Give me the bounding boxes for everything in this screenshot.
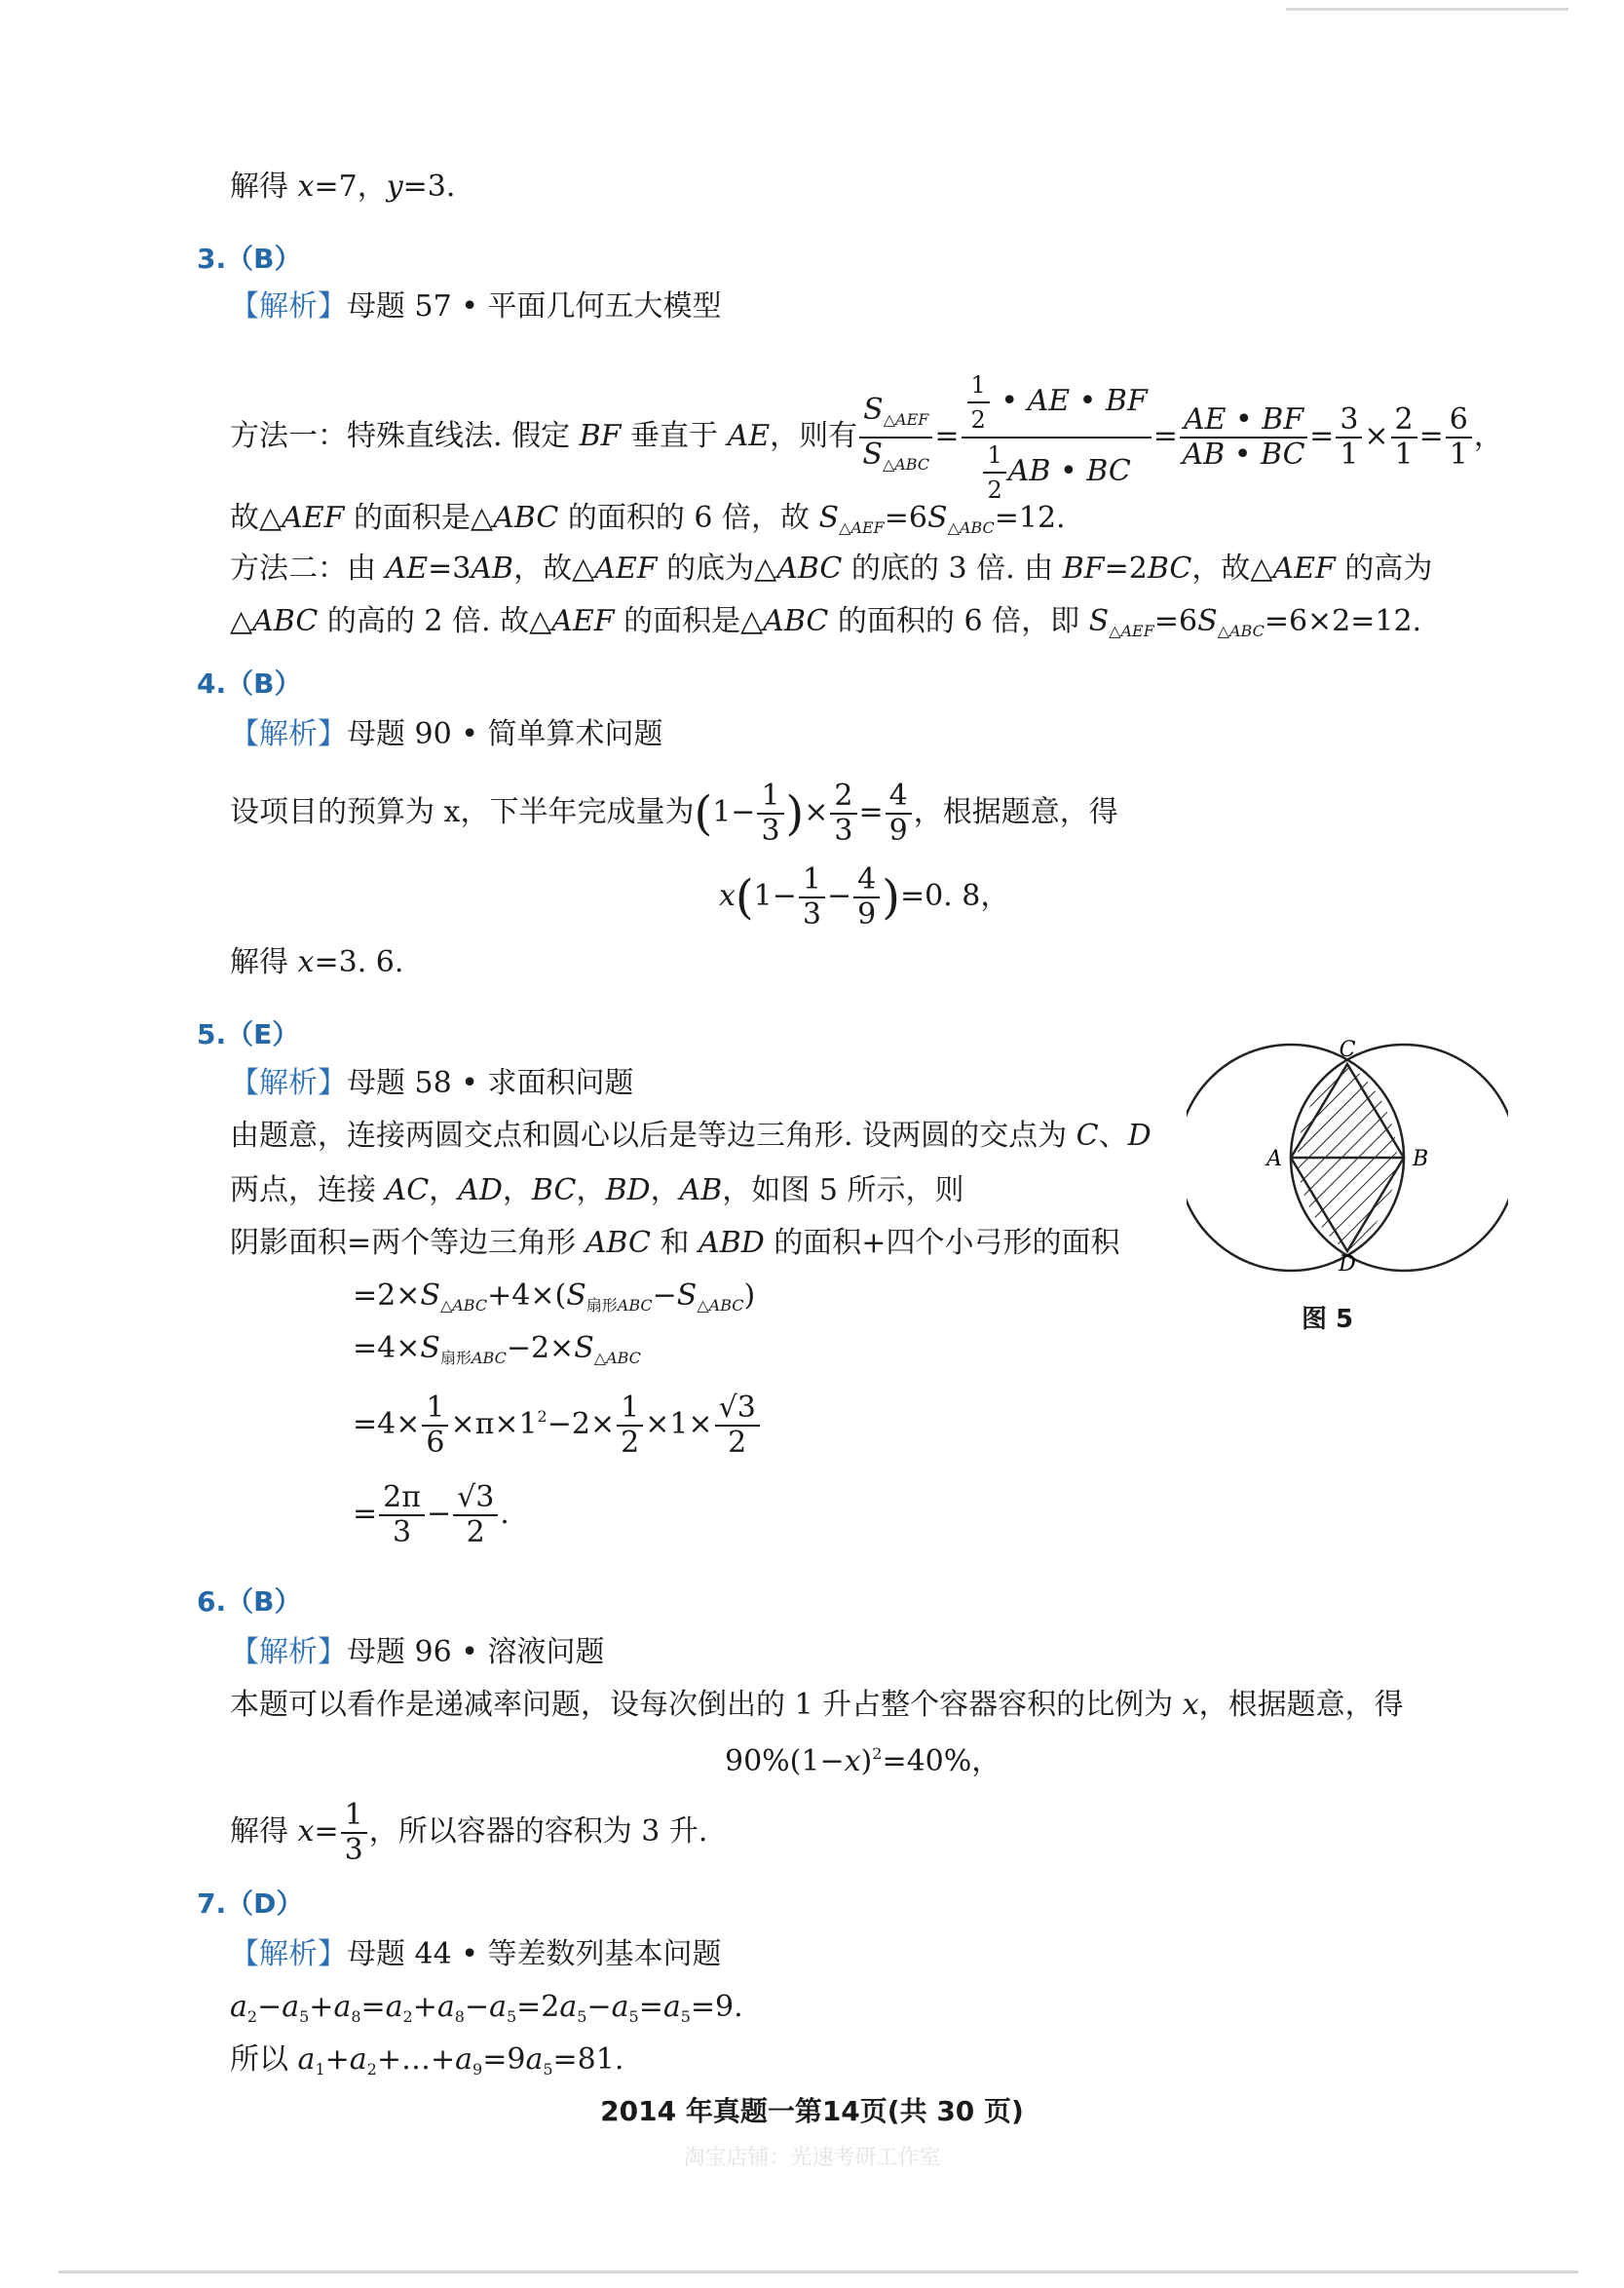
q6-result: 解得 x= $\frac{1}{3}$ ，所以容器的容积为 3 升.: [230, 1798, 708, 1867]
q6-equation: $90\%(1-x)^2=40\%$，: [725, 1744, 1001, 1778]
q3-number: 3.（B）: [197, 243, 302, 275]
figure-5-caption: 图 5: [1302, 1305, 1354, 1334]
q5-line2: 两点，连接 AC，AD，BC，BD，AB，如图 5 所示，则: [230, 1173, 964, 1207]
q3-method2-line2: △ABC 的高的 2 倍. 故△AEF 的面积是△ABC 的面积的 6 倍，即 $S_{\triangle AEF}=6S_{\triangle ABC}=6\times 2=12$.: [230, 604, 1422, 640]
prev-result: 解得 x=7，y=3.: [230, 170, 456, 204]
q4-topic: 母题 90 • 简单算术问题: [347, 717, 663, 751]
q5-topic: 母题 58 • 求面积问题: [347, 1066, 634, 1100]
q5-line3: 阴影面积=两个等边三角形 ABC 和 ABD 的面积+四个小弓形的面积: [230, 1226, 1120, 1260]
watermark: 淘宝店铺：光速考研工作室: [683, 2146, 941, 2170]
q3-method2-line1: 方法二：由 AE=3AB，故△AEF 的底为△ABC 的底的 3 倍. 由 BF=2BC，故△AEF 的高为: [230, 552, 1433, 586]
q6-analysis-heading: [230, 1633, 604, 1672]
q7-number: 7.（D）: [197, 1888, 304, 1920]
q5-step1: $=2\times S_{\triangle ABC}+4\times(S_{扇形ABC}-S_{\triangle ABC})$: [353, 1278, 756, 1315]
q5-tag: 【解析】: [230, 1066, 347, 1100]
q5-step3: =4× $\frac{1}{6}$ $\times\pi\times 1^2-2\times$ $\frac{1}{2}$ ×1× $\frac{√3}{2}$: [353, 1388, 762, 1460]
label-b: B: [1413, 1147, 1429, 1171]
q4-tag: 【解析】: [230, 717, 347, 751]
q3-method1: 方法一：特殊直线法. 假定 BF 垂直于 AE，则有 $\frac{S_{\triangle AEF}}{S_{\triangle ABC}}$ = $\frac{1}{2}$ • AE • BF $\frac{1}{2}$ AB • BC = $\frac{AE • BF}{AB • BC}$ = $\frac{3}{1}$ × $\frac{2}{1}$ = $\frac{6}{1}$ ，: [230, 368, 1503, 507]
q6-line1: 本题可以看作是递减率问题，设每次倒出的 1 升占整个容器容积的比例为 x，根据题意，得: [230, 1688, 1404, 1722]
q4-equation: x(1− $\frac{1}{3}$ − $\frac{4}{9}$ )=0. 8，: [719, 862, 1010, 932]
q4-result: 解得 x=3. 6.: [230, 945, 404, 979]
q6-topic: 母题 96 • 溶液问题: [347, 1635, 605, 1669]
q7-line1: $a_2-a_5+a_8=a_2+a_8-a_5=2a_5-a_5=a_5=9$.: [230, 1990, 743, 2026]
figure-5-two-circles: [1187, 1031, 1508, 1275]
q4-setup: 设项目的预算为 x，下半年完成量为(1− $\frac{1}{3}$ )× $\frac{2}{3}$ = $\frac{4}{9}$ ，根据题意，得: [230, 779, 1118, 848]
q5-line1: 由题意，连接两圆交点和圆心以后是等边三角形. 设两圆的交点为 C、D: [230, 1119, 1152, 1153]
q3-method1-conclusion: 故△AEF 的面积是△ABC 的面积的 6 倍，故 $S_{\triangle AEF}=6S_{\triangle ABC}=12$.: [230, 501, 1066, 537]
label-a: A: [1266, 1147, 1282, 1171]
q7-tag: 【解析】: [230, 1937, 347, 1971]
q3-tag: 【解析】: [230, 289, 347, 324]
page-footer: 2014 年真题一第14页(共 30 页): [600, 2095, 1024, 2127]
q3-analysis-heading: [230, 287, 721, 326]
q5-step2: $=4\times S_{扇形ABC}-2\times S_{\triangle ABC}$: [353, 1331, 641, 1367]
q5-analysis-heading: [230, 1064, 633, 1103]
q7-topic: 母题 44 • 等差数列基本问题: [347, 1937, 722, 1971]
q3-topic: 母题 57 • 平面几何五大模型: [347, 289, 722, 324]
q6-tag: 【解析】: [230, 1635, 347, 1669]
q6-number: 6.（B）: [197, 1585, 302, 1618]
q7-analysis-heading: [230, 1935, 721, 1974]
label-d: D: [1339, 1252, 1356, 1275]
q4-number: 4.（B）: [197, 667, 302, 700]
label-c: C: [1339, 1038, 1356, 1062]
bottom-rule: [58, 2270, 1578, 2273]
q5-step4: = $\frac{2\pi}{3}$ − $\frac{√3}{2}$ .: [353, 1480, 510, 1549]
q4-analysis-heading: [230, 715, 662, 754]
q7-line2: 所以 $a_1+a_2+\dots+a_9=9a_5=81$.: [230, 2042, 624, 2078]
q5-number: 5.（E）: [197, 1018, 300, 1050]
top-rule: [1286, 8, 1568, 11]
